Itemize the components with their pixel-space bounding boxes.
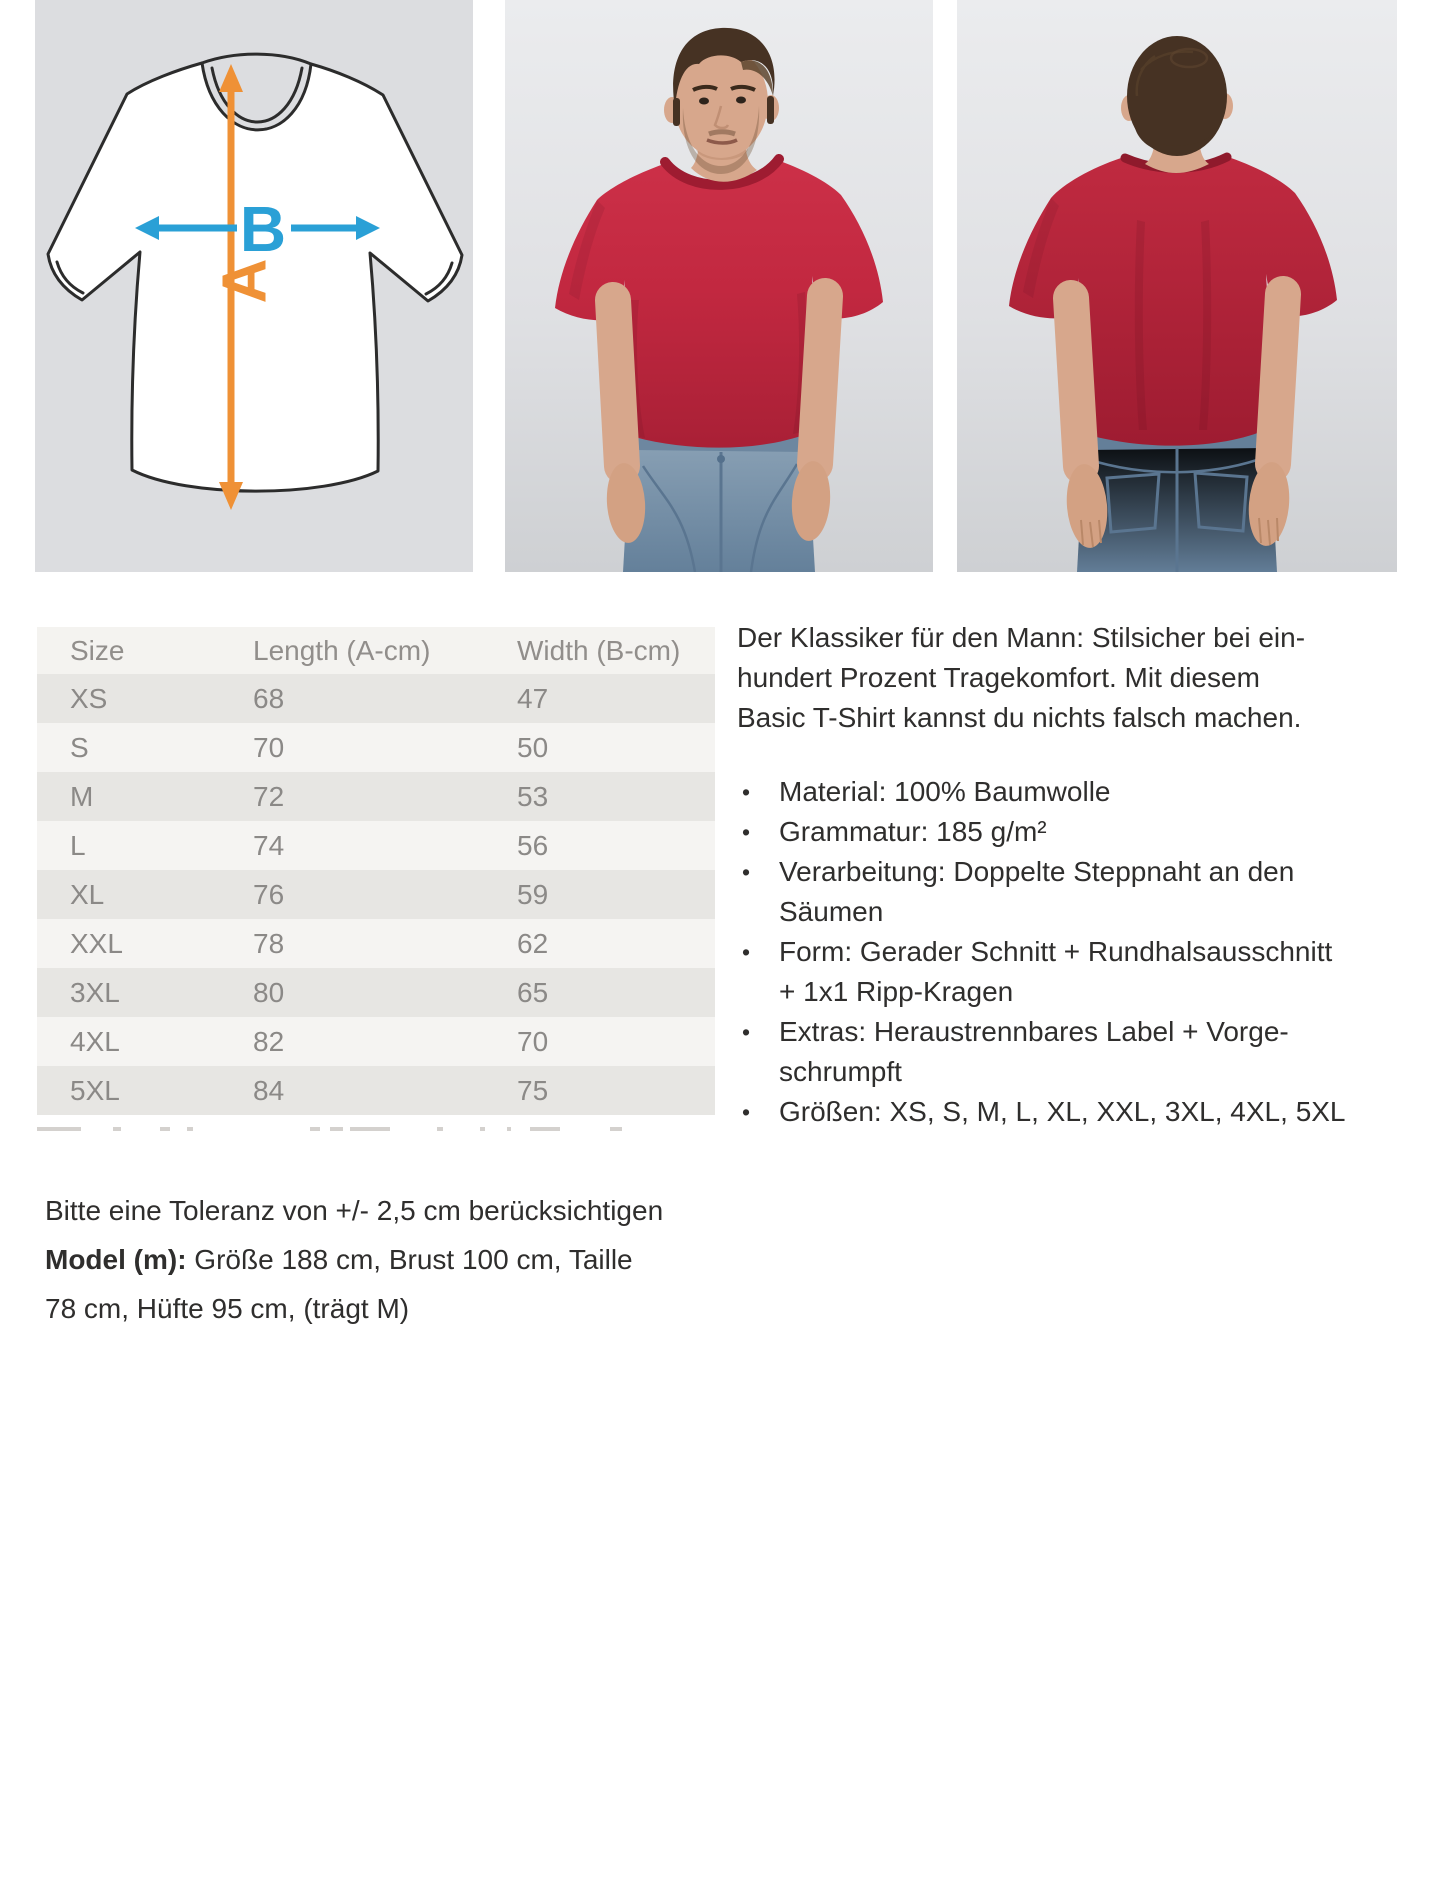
size-table-column-header: Length (A-cm) <box>253 634 431 666</box>
width-cell: 59 <box>517 878 549 910</box>
size-table-row-xs <box>37 674 715 723</box>
size-table-row-l <box>37 821 715 870</box>
bullet-line: schrumpft <box>779 1056 902 1087</box>
size-table <box>37 627 715 1115</box>
length-cell: 82 <box>253 1025 285 1057</box>
clipped-row-artifact <box>37 1127 715 1135</box>
bullet-line: Form: Gerader Schnitt + Rundhalsausschnitt <box>779 936 1333 967</box>
description-intro <box>737 618 1437 738</box>
size-cell: XS <box>70 682 108 714</box>
size-table-row-5xl <box>37 1066 715 1115</box>
length-cell: 70 <box>253 731 285 763</box>
artifact-dash <box>37 1127 81 1131</box>
bullet-line: Extras: Heraustrennbares Label + Vorge- <box>779 1016 1289 1047</box>
size-cell: M <box>70 780 94 812</box>
intro-line: Der Klassiker für den Mann: Stilsicher bei ein- <box>737 622 1306 653</box>
bullet-text <box>779 932 1437 1012</box>
feature-bullet <box>737 772 1437 812</box>
model-info-line1 <box>45 1235 705 1284</box>
bullet-line: Material: 100% Baumwolle <box>779 776 1111 807</box>
jeans-front <box>623 434 815 572</box>
bullet-text <box>779 772 1437 812</box>
size-table-column-header: Width (B-cm) <box>517 634 681 666</box>
size-cell: S <box>70 731 89 763</box>
bullet-icon: • <box>742 859 751 885</box>
length-cell: 68 <box>253 682 285 714</box>
width-cell: 70 <box>517 1025 549 1057</box>
model-info-text: Größe 188 cm, Brust 100 cm, Taille <box>186 1244 633 1275</box>
width-cell: 47 <box>517 682 549 714</box>
size-diagram-svg <box>35 0 473 572</box>
size-table-row-s <box>37 723 715 772</box>
size-table-row-xl <box>37 870 715 919</box>
diagram-label-a: A <box>210 258 280 304</box>
size-table-header-row <box>37 627 715 674</box>
artifact-dash <box>310 1127 320 1131</box>
feature-bullet <box>737 932 1437 1012</box>
bullet-icon: • <box>742 779 751 805</box>
size-table-row-m <box>37 772 715 821</box>
length-cell: 76 <box>253 878 285 910</box>
width-cell: 50 <box>517 731 549 763</box>
size-table-row-4xl <box>37 1017 715 1066</box>
model-info-line2 <box>45 1284 705 1333</box>
bullet-line: Grammatur: 185 g/m² <box>779 816 1047 847</box>
bullet-icon: • <box>742 1019 751 1045</box>
size-table-body <box>37 674 715 1115</box>
width-cell: 65 <box>517 976 549 1008</box>
feature-bullet <box>737 852 1437 932</box>
size-cell: L <box>70 829 86 861</box>
product-description <box>737 618 1437 1132</box>
tolerance-note <box>45 1186 705 1235</box>
diagram-label-b: B <box>239 193 287 265</box>
intro-line: hundert Prozent Tragekomfort. Mit diesem <box>737 662 1260 693</box>
artifact-dash <box>507 1127 511 1131</box>
artifact-dash <box>530 1127 560 1131</box>
artifact-dash <box>437 1127 443 1131</box>
bullet-text <box>779 1012 1437 1092</box>
bullet-line: + 1x1 Ripp-Kragen <box>779 976 1014 1007</box>
artifact-dash <box>350 1127 390 1131</box>
width-cell: 56 <box>517 829 549 861</box>
length-cell: 84 <box>253 1074 285 1106</box>
jeans-back <box>1077 430 1277 572</box>
size-diagram-image <box>35 0 473 572</box>
bullet-text <box>779 812 1437 852</box>
length-cell: 74 <box>253 829 285 861</box>
bullet-line: Größen: XS, S, M, L, XL, XXL, 3XL, 4XL, 5XL <box>779 1096 1346 1127</box>
size-cell: 5XL <box>70 1074 120 1106</box>
bullet-text <box>779 852 1437 932</box>
tolerance-text: Bitte eine Toleranz von +/- 2,5 cm berücksichtigen <box>45 1195 664 1226</box>
model-back-svg <box>957 0 1397 572</box>
size-cell: XXL <box>70 927 123 959</box>
intro-line: Basic T-Shirt kannst du nichts falsch machen. <box>737 702 1302 733</box>
artifact-dash <box>187 1127 193 1131</box>
artifact-dash <box>610 1127 622 1131</box>
model-info-text2: 78 cm, Hüfte 95 cm, (trägt M) <box>45 1293 410 1324</box>
artifact-dash <box>480 1127 485 1131</box>
bullet-icon: • <box>742 819 751 845</box>
artifact-dash <box>330 1127 343 1131</box>
artifact-dash <box>160 1127 170 1131</box>
bullet-line: Verarbeitung: Doppelte Steppnaht an den <box>779 856 1295 887</box>
size-cell: 4XL <box>70 1025 120 1057</box>
model-label: Model (m): <box>45 1244 187 1275</box>
model-front-svg <box>505 0 933 572</box>
model-back-photo <box>957 0 1397 572</box>
bullet-line: Säumen <box>779 896 884 927</box>
width-cell: 53 <box>517 780 549 812</box>
feature-bullet-list <box>737 772 1437 1132</box>
width-cell: 75 <box>517 1074 549 1106</box>
size-cell: 3XL <box>70 976 120 1008</box>
bullet-icon: • <box>742 1099 751 1125</box>
size-cell: XL <box>70 878 105 910</box>
size-table-row-xxl <box>37 919 715 968</box>
bullet-text <box>779 1092 1437 1132</box>
size-table-row-3xl <box>37 968 715 1017</box>
feature-bullet <box>737 812 1437 852</box>
arrow-b-line-left <box>155 225 237 232</box>
measurement-notes <box>45 1186 705 1333</box>
size-table-column-header: Size <box>70 634 125 666</box>
artifact-dash <box>113 1127 121 1131</box>
model-front-photo <box>505 0 933 572</box>
length-cell: 80 <box>253 976 285 1008</box>
bullet-icon: • <box>742 939 751 965</box>
width-cell: 62 <box>517 927 549 959</box>
feature-bullet <box>737 1092 1437 1132</box>
length-cell: 78 <box>253 927 285 959</box>
length-cell: 72 <box>253 780 285 812</box>
arrow-b-line-right <box>291 225 359 232</box>
feature-bullet <box>737 1012 1437 1092</box>
